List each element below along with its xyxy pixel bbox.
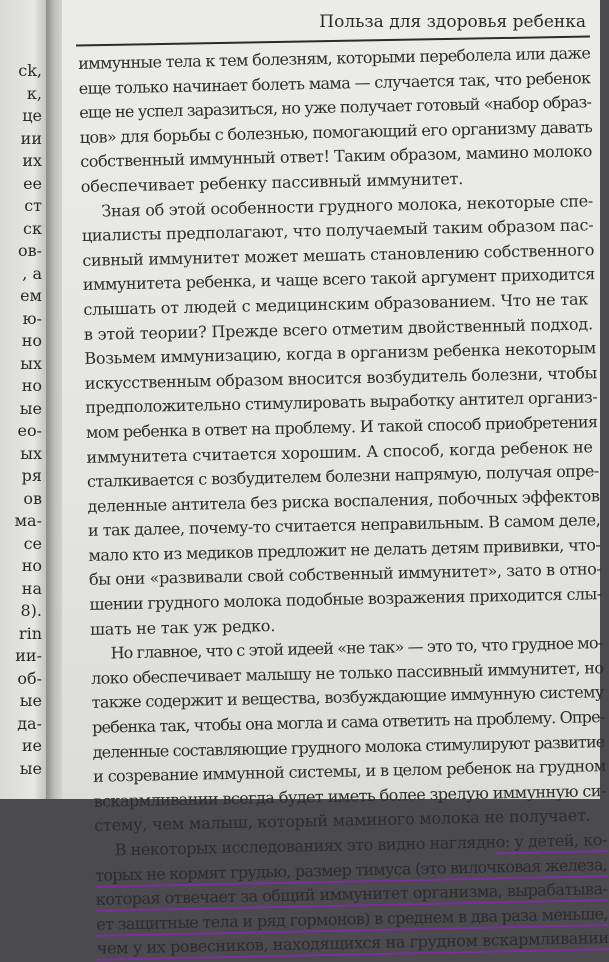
left-page-fragment: ck, (18, 61, 42, 80)
left-page-fragment: це (22, 106, 42, 125)
book-page (62, 0, 609, 959)
left-page-fragment: се (23, 533, 42, 553)
text-line: предположительно стимулировать выработку антител организ- (85, 387, 598, 418)
left-page-fragment: , а (22, 263, 42, 283)
left-page-fragment: их (22, 151, 42, 170)
text-line: деленные антитела без риска воспаления, побочных эффектов (87, 485, 600, 516)
text-line: слышать от людей с медицинским образованием. Что не так (83, 289, 589, 319)
text-line: бы они «развивали свой собственный иммунитет», зато в отно- (88, 559, 602, 590)
text-line: локо обеспечивает малышу не только пассивный иммунитет, но (90, 657, 604, 688)
text-line: циалисты предполагают, что получаемый таким образом пас- (81, 215, 594, 246)
text-line: Но главное, что с этой идеей «не так» — это то, что грудное мо- (110, 633, 603, 663)
pen-underline: о: у детей, ко- (495, 830, 607, 854)
text-line: собственный иммунный ответ! Таким образом, мамино молоко (80, 141, 593, 172)
left-page-fragment: ст (24, 196, 42, 215)
left-page-fragment: ря (21, 466, 42, 485)
text-line: обеспечивает ребенку пассивный иммунитет. (80, 168, 464, 196)
text-line: шать не так уж редко. (89, 615, 276, 639)
text-line: и так далее, почему-то считается неправильным. В самом деле, (87, 510, 601, 541)
left-page-fragment: ов (23, 488, 42, 508)
left-page-fragment: ых (20, 353, 42, 373)
text-line: мало кто из медиков предложит не делать детям прививки, что- (88, 535, 601, 565)
left-page-fragment: но (21, 331, 42, 350)
left-page-edge (0, 0, 48, 799)
text-line: также содержит и вещества, возбуждающие иммунную систему (91, 682, 604, 713)
left-page-fragment: ов- (17, 241, 42, 260)
text-line: ребенка так, чтобы она могла и сама ответить на проблему. Опре- (91, 707, 605, 737)
text-line: и созревание иммунной системы, и в целом ребенок на грудном (92, 756, 606, 787)
left-page-fragment: ые (19, 758, 42, 778)
text-line: в этой теории? Прежде всего отметим двойственный подход. (83, 313, 594, 344)
left-page-fragment: ем (20, 286, 42, 305)
text-line: деленные составляющие грудного молока стимулируют развитие (92, 731, 605, 762)
left-page-fragment: ии (20, 128, 42, 148)
left-page-fragment: да- (17, 713, 42, 733)
left-page-fragment: на (21, 578, 42, 598)
left-page-fragment: к, (26, 83, 42, 103)
left-page-fragment: но (21, 376, 42, 395)
text-line: Зная об этой особенности грудного молока, некоторые спе- (101, 190, 594, 221)
left-page-fragment: ые (19, 691, 42, 710)
left-page-fragment: rin (18, 623, 42, 643)
left-page-fragment: 8). (20, 601, 42, 620)
text-line: сталкивается с возбудителем болезни напрямую, получая опре- (86, 461, 599, 491)
text-line: шении грудного молока подобные возражения приходится слы- (89, 584, 602, 614)
left-page-fragment: ие (21, 736, 42, 755)
text-line: еще только начинает болеть мама — случается так, что ребенок (78, 67, 591, 98)
text-line: иммунитета считается хорошим. А способ, когда ребенок не (86, 436, 593, 467)
text-line: сивный иммунитет может мешать становлению собственного (82, 239, 595, 270)
left-page-fragment: ск (23, 218, 42, 238)
left-page-fragment: ее (23, 173, 42, 193)
left-page-fragment: ых (20, 443, 42, 463)
left-page-fragment: об- (17, 668, 42, 688)
left-page-fragment: ые (19, 398, 42, 418)
pen-underline: ет защитные тела и ряд гормонов) в среднем в два раза меньше, (96, 904, 608, 937)
text-line: стему, чем малыш, который маминого молока не получает. (94, 805, 591, 836)
text-line: иммунные тела к тем болезням, которыми переболела или даже (78, 43, 591, 73)
left-page-fragment: ео- (17, 421, 42, 440)
text-line: искусственным образом вносится возбудитель болезни, чтобы (84, 362, 598, 393)
text-line: мом ребенка в ответ на проблему. И такой способ приобретения (85, 412, 598, 442)
body-text (78, 41, 609, 961)
pen-underline: чем у их ровесников, находящихся на грудном вскармливании (97, 928, 609, 961)
text-line: иммунитета ребенка, и чаще всего такой аргумент приходится (82, 264, 596, 295)
text-line: Возьмем иммунизацию, когда в организм ребенка некоторым (84, 338, 597, 369)
left-page-fragment: но (21, 556, 42, 575)
text-line: вскармливании всегда будет иметь более зрелую иммунную си- (93, 780, 606, 811)
left-page-fragment: ма- (14, 511, 42, 530)
text-line: В некоторых исследованиях это видно наглядно: у детей, ко- (114, 830, 608, 860)
running-head: Польза для здоровья ребенка (319, 12, 586, 32)
text-line: еще не успел заразиться, но уже получает готовый «набор образ- (79, 92, 592, 123)
left-page-fragment: ю- (22, 308, 42, 328)
pen-underline: которая отвечает за общий иммунитет организма, вырабатыва- (96, 879, 608, 912)
text-line: цов» для борьбы с болезнью, помогающий его организму давать (79, 117, 593, 147)
pen-underline: торых не кормят грудью, размер тимуса (это вилочковая железа, (95, 855, 607, 888)
left-page-fragment: ии- (15, 646, 42, 665)
